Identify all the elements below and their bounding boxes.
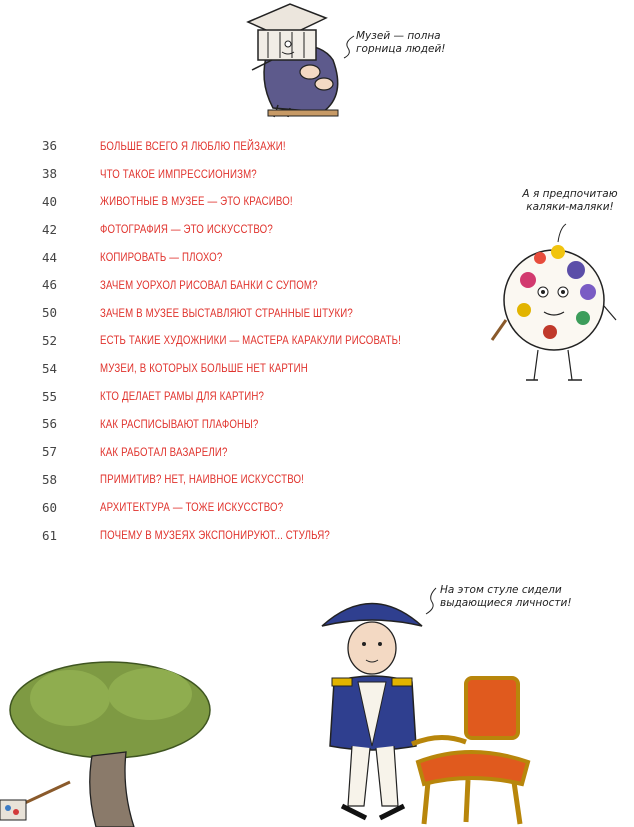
toc-title: ЕСТЬ ТАКИЕ ХУДОЖНИКИ — МАСТЕРА КАРАКУЛИ РИСОВАТЬ!: [100, 333, 402, 348]
toc-page-number: 40: [42, 193, 58, 209]
toc-title: ЗАЧЕМ УОРХОЛ РИСОВАЛ БАНКИ С СУПОМ?: [100, 277, 318, 292]
toc-title: КАК РАБОТАЛ ВАЗАРЕЛИ?: [100, 444, 228, 459]
toc-page-number: 38: [42, 166, 58, 182]
toc-page-number: 42: [42, 221, 58, 237]
museum-speech-pointer: [342, 34, 356, 60]
tree-illustration: [0, 660, 220, 827]
toc-entry[interactable]: [42, 354, 472, 382]
chair-illustration: [410, 672, 534, 826]
toc-entry[interactable]: [42, 243, 472, 271]
toc-title: ЧТО ТАКОЕ ИМПРЕССИОНИЗМ?: [100, 166, 257, 181]
museum-speech-text: Музей — полна горница людей!: [356, 30, 446, 55]
palette-speech-text: А я предпочитаю каляки-маляки!: [522, 188, 618, 213]
napoleon-speech-text: На этом стуле сидели выдающиеся личности!: [440, 584, 572, 609]
toc-page-number: 52: [42, 332, 58, 348]
toc-title: БОЛЬШЕ ВСЕГО Я ЛЮБЛЮ ПЕЙЗАЖИ!: [100, 138, 286, 153]
toc-page-number: 61: [42, 527, 58, 543]
toc-page-number: 55: [42, 388, 58, 404]
toc-title: АРХИТЕКТУРА — ТОЖЕ ИСКУССТВО?: [100, 500, 284, 515]
toc-page-number: 44: [42, 249, 58, 265]
toc-title: КАК РАСПИСЫВАЮТ ПЛАФОНЫ?: [100, 416, 259, 431]
toc-page-number: 58: [42, 471, 58, 487]
toc-entry[interactable]: [42, 521, 472, 549]
toc-entry[interactable]: [42, 132, 472, 160]
toc-entry[interactable]: [42, 327, 472, 355]
palette-character-illustration: [488, 220, 628, 390]
toc-title: ЖИВОТНЫЕ В МУЗЕЕ — ЭТО КРАСИВО!: [100, 194, 293, 209]
toc-page-number: 54: [42, 360, 58, 376]
toc-entry[interactable]: [42, 382, 472, 410]
toc-title: ПРИМИТИВ? НЕТ, НАИВНОЕ ИСКУССТВО!: [100, 472, 305, 487]
toc-page-number: 50: [42, 305, 58, 321]
toc-entry[interactable]: [42, 271, 472, 299]
toc-entry[interactable]: [42, 466, 472, 494]
toc-title: КТО ДЕЛАЕТ РАМЫ ДЛЯ КАРТИН?: [100, 389, 265, 404]
toc-page-number: 56: [42, 416, 58, 432]
toc-entry[interactable]: [42, 188, 472, 216]
toc-entry[interactable]: [42, 215, 472, 243]
toc-entry[interactable]: [42, 438, 472, 466]
toc-title: ПОЧЕМУ В МУЗЕЯХ ЭКСПОНИРУЮТ... СТУЛЬЯ?: [100, 528, 330, 543]
toc-title: КОПИРОВАТЬ — ПЛОХО?: [100, 250, 223, 265]
toc-page-number: 36: [42, 138, 58, 154]
toc-page-number: 60: [42, 499, 58, 515]
toc-title: ФОТОГРАФИЯ — ЭТО ИСКУССТВО?: [100, 222, 273, 237]
toc-title: МУЗЕИ, В КОТОРЫХ БОЛЬШЕ НЕТ КАРТИН: [100, 361, 308, 376]
toc-title: ЗАЧЕМ В МУЗЕЕ ВЫСТАВЛЯЮТ СТРАННЫЕ ШТУКИ?: [100, 305, 353, 320]
museum-character-illustration: [228, 0, 358, 118]
toc-page-number: 46: [42, 277, 58, 293]
toc-entry[interactable]: [42, 299, 472, 327]
toc-entry[interactable]: [42, 160, 472, 188]
toc-entry[interactable]: [42, 410, 472, 438]
toc-page-number: 57: [42, 444, 58, 460]
toc-entry[interactable]: [42, 493, 472, 521]
table-of-contents: [42, 132, 472, 549]
